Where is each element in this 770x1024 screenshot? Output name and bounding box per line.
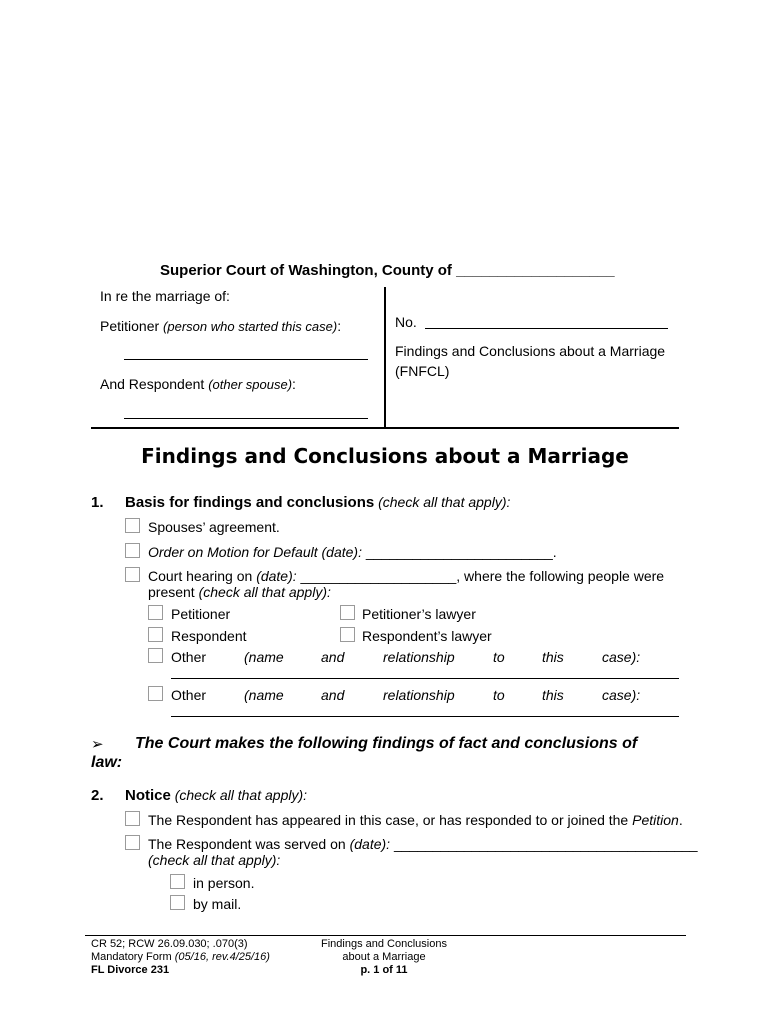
other1-word-and: and bbox=[321, 649, 345, 665]
default-order-blank[interactable]: ________________________. bbox=[365, 544, 557, 560]
arrow-bullet-icon: ➢ bbox=[91, 736, 104, 753]
attendee-other-2: Other bbox=[171, 687, 207, 703]
footer-mandatory: Mandatory Form bbox=[91, 951, 172, 963]
doc-title-line1: Findings and Conclusions about a Marriage bbox=[395, 343, 666, 359]
footer-left-2 bbox=[91, 951, 270, 963]
checkbox-other-1[interactable] bbox=[148, 648, 163, 663]
other2-word-name: (name bbox=[244, 687, 284, 703]
checkbox-in-person[interactable] bbox=[170, 874, 185, 889]
checkbox-petitioners-lawyer[interactable] bbox=[340, 605, 355, 620]
option-in-person: in person. bbox=[193, 875, 255, 891]
checkbox-respondent[interactable] bbox=[148, 627, 163, 642]
default-order-label: Order on Motion for Default (date): bbox=[148, 544, 362, 560]
petitioner-name-line[interactable] bbox=[124, 359, 368, 360]
other1-word-to: to bbox=[493, 649, 505, 665]
other2-word-this: this bbox=[542, 687, 564, 703]
attendee-respondent: Respondent bbox=[171, 628, 247, 644]
other2-entry-line[interactable] bbox=[171, 716, 679, 717]
checkbox-respondents-lawyer[interactable] bbox=[340, 627, 355, 642]
section1-number: 1. bbox=[91, 494, 104, 511]
footer-mid-1: Findings and Conclusions bbox=[321, 938, 447, 950]
petitioner-label-row bbox=[100, 318, 341, 334]
other2-word-case: case): bbox=[602, 687, 641, 703]
other2-word-to: to bbox=[493, 687, 505, 703]
other1-word-relationship: relationship bbox=[383, 649, 455, 665]
caption-divider bbox=[384, 287, 386, 428]
checkbox-respondent-served[interactable] bbox=[125, 835, 140, 850]
option-by-mail: by mail. bbox=[193, 896, 242, 912]
footer-mid-2: about a Marriage bbox=[342, 951, 426, 963]
attendee-other-1: Other bbox=[171, 649, 207, 665]
option-respondent-appeared bbox=[148, 812, 683, 828]
court-heading: Superior Court of Washington, County of ___________________ bbox=[160, 262, 615, 279]
option-court-hearing bbox=[148, 568, 664, 584]
court-statement-line1: The Court makes the following findings of fact and conclusions of bbox=[135, 735, 638, 752]
other2-word-and: and bbox=[321, 687, 345, 703]
section2-heading-row bbox=[125, 787, 307, 804]
section1-note: (check all that apply): bbox=[378, 494, 511, 510]
respondent-colon: : bbox=[292, 376, 296, 392]
checkbox-spouses-agreement[interactable] bbox=[125, 518, 140, 533]
respondent-label: And Respondent bbox=[100, 376, 205, 392]
hearing-post: , where the following people were bbox=[456, 568, 665, 584]
petitioner-label: Petitioner bbox=[100, 318, 160, 334]
other1-word-name: (name bbox=[244, 649, 284, 665]
served-note: (check all that apply): bbox=[148, 852, 281, 868]
attendee-petitioners-lawyer: Petitioner’s lawyer bbox=[362, 606, 476, 622]
footer-form-id: FL Divorce 231 bbox=[91, 964, 170, 976]
other1-entry-line[interactable] bbox=[171, 678, 679, 679]
petitioner-note: (person who started this case) bbox=[163, 319, 338, 334]
footer-page-number: p. 1 of 11 bbox=[360, 964, 408, 976]
served-text: The Respondent was served on bbox=[148, 836, 346, 852]
checkbox-other-2[interactable] bbox=[148, 686, 163, 701]
in-re-label: In re the marriage of: bbox=[100, 288, 230, 304]
attendee-petitioner: Petitioner bbox=[171, 606, 231, 622]
option-respondent-served bbox=[148, 836, 698, 852]
other1-word-this: this bbox=[542, 649, 564, 665]
footer-left-1: CR 52; RCW 26.09.030; .070(3) bbox=[91, 938, 248, 950]
petitioner-colon: : bbox=[337, 318, 342, 334]
appeared-end: . bbox=[678, 812, 683, 828]
footer-rule bbox=[85, 935, 686, 936]
hearing-present: present bbox=[148, 584, 195, 600]
hearing-date-label: (date): bbox=[256, 568, 297, 584]
checkbox-petitioner[interactable] bbox=[148, 605, 163, 620]
case-number-line[interactable] bbox=[425, 328, 668, 329]
caption-bottom-rule bbox=[91, 427, 679, 429]
court-statement-line2: law: bbox=[91, 754, 123, 771]
served-date-label: (date): bbox=[349, 836, 391, 852]
appeared-petition: Petition bbox=[632, 812, 679, 828]
section2-number: 2. bbox=[91, 787, 104, 804]
doc-title-line2: (FNFCL) bbox=[395, 363, 450, 379]
hearing-present-note: (check all that apply): bbox=[198, 584, 331, 600]
checkbox-default-order[interactable] bbox=[125, 543, 140, 558]
hearing-date-blank[interactable]: ____________________ bbox=[300, 568, 457, 584]
section2-heading: Notice bbox=[125, 787, 171, 804]
respondent-label-row bbox=[100, 376, 296, 392]
hearing-pre: Court hearing on bbox=[148, 568, 253, 584]
section1-heading-row bbox=[125, 494, 510, 511]
other1-word-case: case): bbox=[602, 649, 641, 665]
checkbox-by-mail[interactable] bbox=[170, 895, 185, 910]
hearing-line2 bbox=[148, 584, 331, 600]
respondent-note: (other spouse) bbox=[208, 377, 293, 392]
footer-revision: (05/16, rev.4/25/16) bbox=[174, 951, 270, 963]
checkbox-court-hearing[interactable] bbox=[125, 567, 140, 582]
option-spouses-agreement: Spouses’ agreement. bbox=[148, 519, 280, 535]
page-title: Findings and Conclusions about a Marriage bbox=[141, 444, 629, 468]
attendee-respondents-lawyer: Respondent’s lawyer bbox=[362, 628, 492, 644]
appeared-text: The Respondent has appeared in this case, or has responded to or joined the bbox=[148, 812, 629, 828]
served-date-blank[interactable]: _______________________________________ bbox=[393, 836, 698, 852]
section2-note: (check all that apply): bbox=[174, 787, 308, 803]
checkbox-respondent-appeared[interactable] bbox=[125, 811, 140, 826]
other2-word-relationship: relationship bbox=[383, 687, 455, 703]
case-number-label: No. bbox=[395, 314, 417, 330]
option-default-order bbox=[148, 544, 557, 560]
respondent-name-line[interactable] bbox=[124, 418, 368, 419]
section1-heading: Basis for findings and conclusions bbox=[125, 494, 375, 511]
